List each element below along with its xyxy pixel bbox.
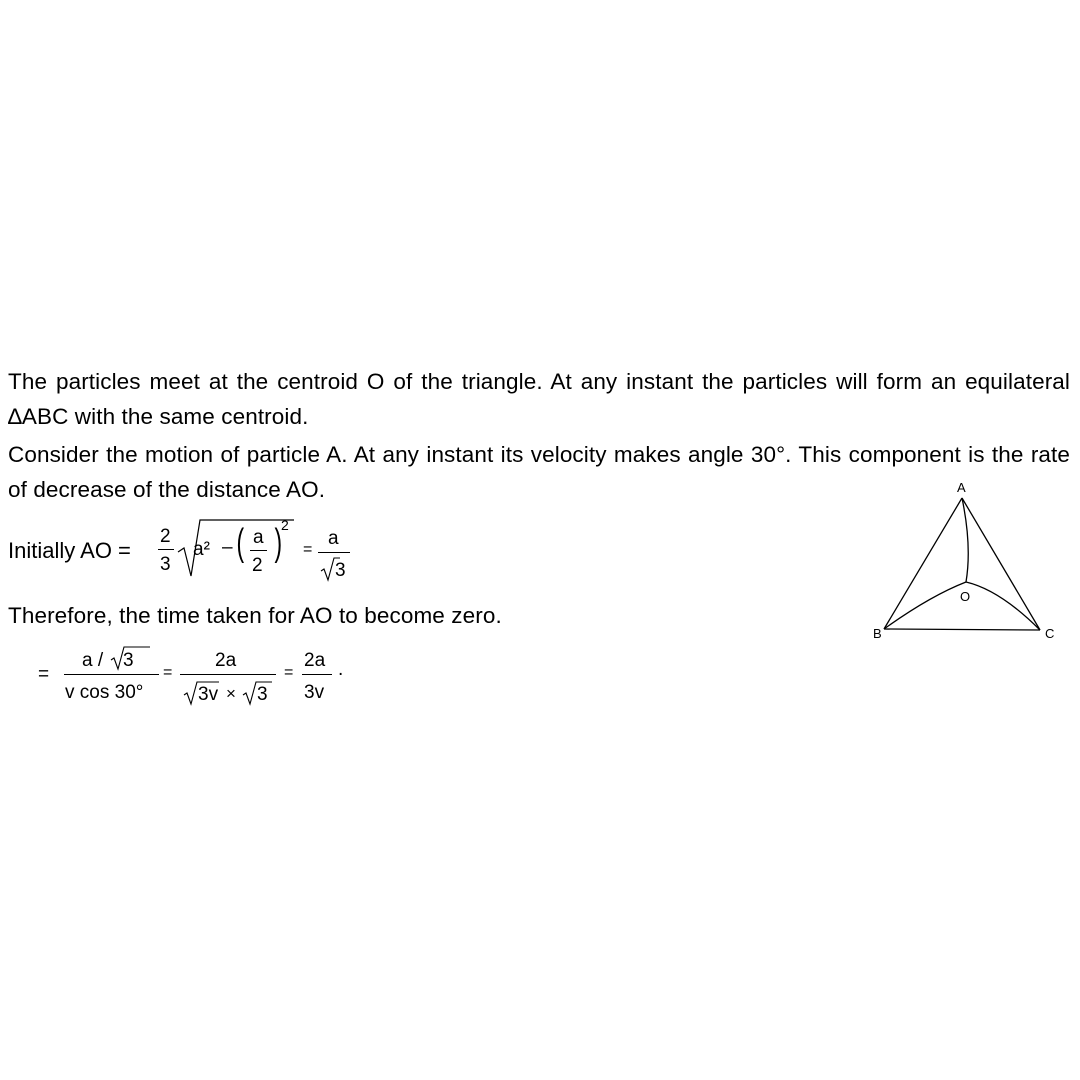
eq2-equals-3: = — [284, 664, 294, 681]
eq1-coef-den: 3 — [160, 554, 171, 575]
eq2-f1-bar — [64, 674, 159, 675]
eq1-coef-bar — [158, 549, 174, 550]
path-c-to-o — [966, 582, 1040, 630]
eq1-result-bar — [318, 552, 350, 553]
eq1-inner-den: 2 — [252, 555, 263, 576]
vertex-a-label: A — [957, 480, 966, 495]
eq2-f2-den-rad1: 3v — [198, 684, 219, 705]
path-b-to-o — [884, 582, 966, 629]
eq1-left-paren: ( — [236, 522, 245, 564]
eq2-period: . — [338, 659, 344, 680]
eq2-f2-bar — [180, 674, 276, 675]
eq2-f1-num-rad: 3 — [123, 650, 134, 671]
eq2-f2-den-radical-sign-2 — [242, 680, 274, 706]
eq1-result-radical-sign — [320, 556, 340, 582]
eq1-exponent: 2 — [281, 517, 289, 533]
eq1-result-den: 3 — [335, 560, 346, 581]
eq1-a-squared: a² — [193, 539, 210, 560]
eq1-radical-sign — [176, 512, 296, 584]
eq1-result-num: a — [328, 528, 339, 549]
triangle-side-ab — [884, 498, 962, 629]
eq2-f1-num-a: a / — [82, 650, 104, 671]
eq2-f2-den-rad2: 3 — [257, 684, 268, 705]
eq1-minus: – — [222, 537, 233, 558]
eq2-f2-den-radical-sign-1 — [183, 680, 221, 706]
vertex-c-label: C — [1045, 626, 1055, 641]
eq2-f2-num: 2a — [215, 650, 237, 671]
eq1-lhs: Initially AO = — [8, 538, 131, 563]
eq1-right-paren: ) — [274, 522, 283, 564]
eq2-equals-2: = — [163, 664, 173, 681]
eq1-inner-num: a — [253, 527, 264, 548]
eq1-inner-bar — [250, 550, 267, 551]
eq1-equals: = — [303, 541, 313, 558]
eq2-f2-den-times: × — [226, 684, 236, 703]
vertex-b-label: B — [873, 626, 882, 641]
triangle-side-bc — [884, 629, 1040, 630]
eq2-equals-1: = — [38, 664, 50, 685]
paragraph-centroid: The particles meet at the centroid O of the triangle. At any instant the particles will form an equilateral ∆ABC with the same centroid. — [8, 369, 1070, 429]
paragraph-time-taken: Therefore, the time taken for AO to become zero. — [8, 603, 502, 628]
eq2-f1-num-radical-sign — [110, 645, 152, 671]
eq2-f3-den: 3v — [304, 682, 325, 703]
eq1-coef-num: 2 — [160, 526, 171, 547]
path-a-to-o — [962, 498, 968, 582]
paragraph-motion: Consider the motion of particle A. At any instant its velocity makes angle 30°. This component is the rate of decrease of the distance AO. — [8, 442, 1070, 502]
centroid-label: O — [960, 589, 971, 604]
triangle-diagram — [860, 476, 1070, 646]
eq2-f3-bar — [302, 674, 332, 675]
eq2-f3-num: 2a — [304, 650, 326, 671]
triangle-side-ac — [962, 498, 1040, 630]
eq2-f1-den: v cos 30° — [65, 682, 144, 703]
